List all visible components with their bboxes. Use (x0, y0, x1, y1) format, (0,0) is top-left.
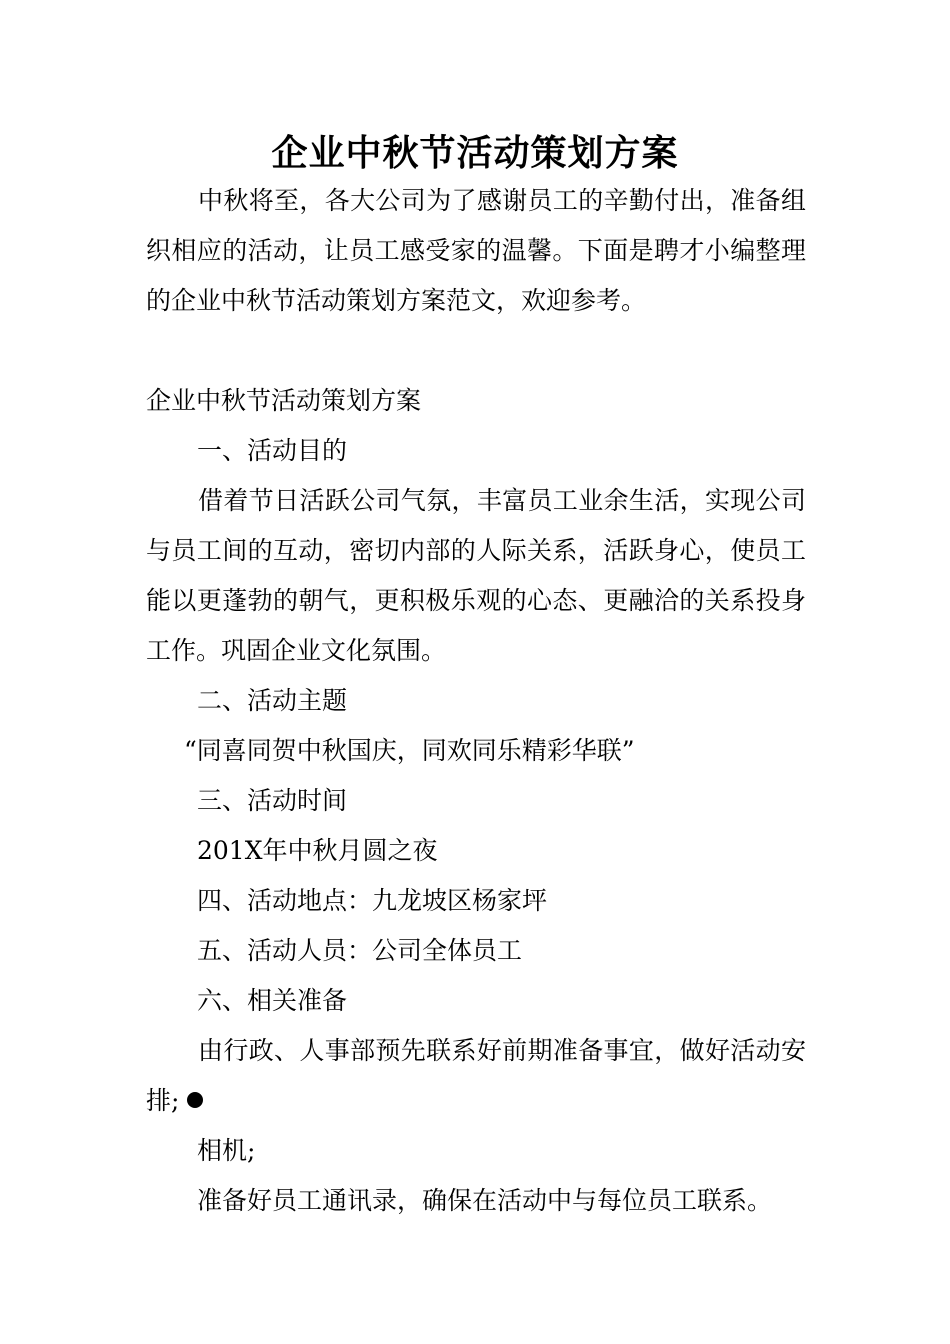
theme-text: “同喜同贺中秋国庆，同欢同乐精彩华联” (184, 736, 635, 765)
section-subtitle: 企业中秋节活动策划方案 (146, 386, 422, 415)
theme-heading: 二、活动主题 (197, 686, 348, 715)
location-line: 四、活动地点：九龙坡区杨家坪 (197, 886, 548, 915)
prep-heading: 六、相关准备 (197, 986, 348, 1015)
prep-item-contacts: 准备好员工通讯录，确保在活动中与每位员工联系。 (197, 1186, 773, 1215)
prep-paragraph (146, 1026, 806, 1126)
purpose-paragraph: 借着节日活跃公司气氛，丰富员工业余生活，实现公司与员工间的互动，密切内部的人际关系，活跃身心，使员工能以更蓬勃的朝气，更积极乐观的心态、更融洽的关系投身工作。巩固企业文化氛围。 (146, 486, 806, 665)
time-text: 201X年中秋月圆之夜 (197, 836, 438, 865)
prep-item-camera: 相机; (197, 1136, 256, 1165)
document-title: 企业中秋节活动策划方案 (271, 132, 679, 174)
purpose-heading: 一、活动目的 (197, 436, 348, 465)
time-heading: 三、活动时间 (197, 786, 348, 815)
bullet-icon (187, 1092, 203, 1108)
people-line: 五、活动人员：公司全体员工 (197, 936, 523, 965)
prep-text: 由行政、人事部预先联系好前期准备事宜，做好活动安排; (146, 1036, 806, 1115)
intro-paragraph: 中秋将至，各大公司为了感谢员工的辛勤付出，准备组织相应的活动，让员工感受家的温馨。下面是聘才小编整理的企业中秋节活动策划方案范文，欢迎参考。 (146, 186, 806, 315)
